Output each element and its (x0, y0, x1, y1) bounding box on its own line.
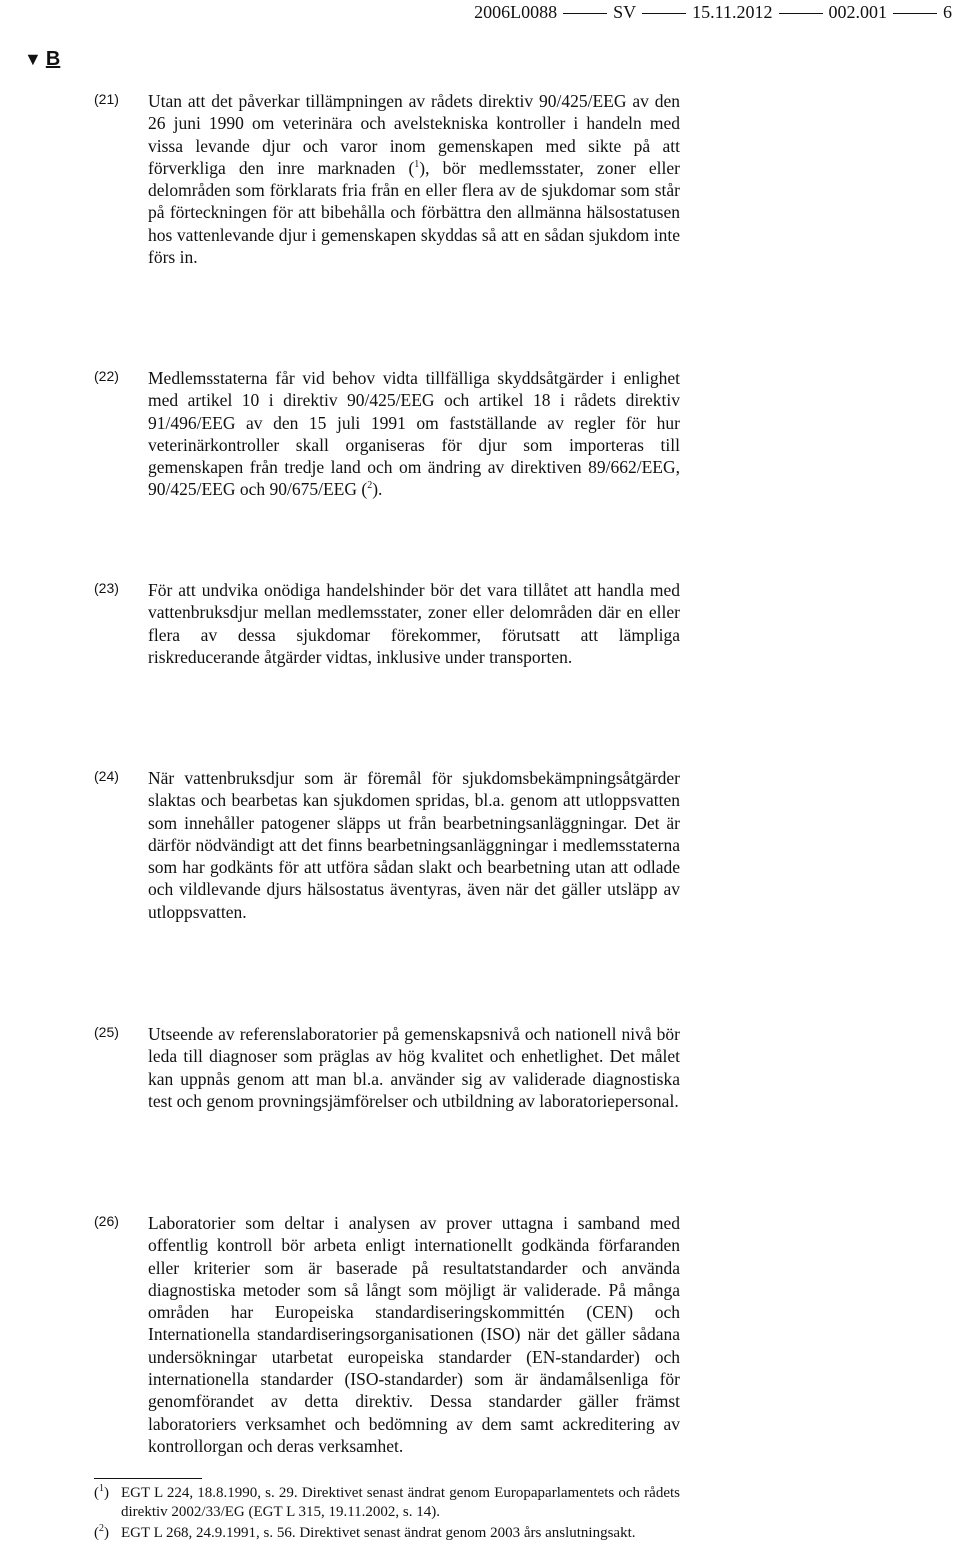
footnote-1 (94, 1484, 680, 1522)
page-number: 6 (943, 2, 952, 22)
recital-number: (24) (94, 768, 119, 784)
recital-text: Laboratorier som deltar i analysen av prover uttagna i samband med offentlig kontroll bör arbeta enligt internationellt godkända förfaranden eller kriterier som är baserade på resultatstandarder och använda diagnostiska metoder som så långt som möjligt är validerade. På många områden har Europeiska standardiseringskommittén (CEN) och Internationella standardiseringsorganisationen (ISO) när det gäller sådana undersökningar utarbetat europeiska standarder (EN-standarder) och internationella standarder (ISO-standarder) som är ändamålsenliga för genomförandet av detta direktiv. Dessa standarder gäller främst laboratoriers verksamhet och bedömning av dem samt ackreditering av kontrollorgan och deras verksamhet. (148, 1213, 680, 1456)
recital-number: (21) (94, 91, 119, 107)
header-separator (779, 13, 823, 14)
amendment-marker (24, 46, 60, 72)
recital-23 (94, 579, 680, 668)
recital-text: När vattenbruksdjur som är föremål för sjukdomsbekämpningsåtgärder slaktas och bearbetas kan sjukdomen spridas, bl.a. genom att utloppsvatten som innehåller patogener släpps ut från bearbetningsanläggningar. Det är därför nödvändigt att det finns bearbetningsanläggningar i medlemsstaterna som har godkänts för att utföra sådan slakt och bearbetning utan att odlade och vildlevande djurs hälsostatus äventyras, även när det gäller utsläpp av utloppsvatten. (148, 768, 680, 922)
recital-text: Utseende av referenslaboratorier på gemenskapsnivå och nationell nivå bör leda till diagnoser som präglas av hög kvalitet och enhetlighet. Det målet kan uppnås genom att man bl.a. använder sig av validerade diagnostiska test och genom provningsjämförelser och utbildning av laboratoriepersonal. (148, 1024, 680, 1111)
consolidation-date: 15.11.2012 (692, 2, 773, 22)
footnote-text: EGT L 224, 18.8.1990, s. 29. Direktivet senast ändrat genom Europaparlamentets och rådets direktiv 2002/33/EG (EGT L 315, 19.11.2002, s. 14). (121, 1485, 680, 1520)
recital-number: (26) (94, 1213, 119, 1229)
triangle-down-icon: ▼ (24, 49, 42, 69)
footnote-text: EGT L 268, 24.9.1991, s. 56. Direktivet senast ändrat genom 2003 års anslutningsakt. (121, 1525, 636, 1541)
footnote-ref: 1 (414, 159, 420, 171)
footnote-number: ($^2$) (94, 1523, 109, 1541)
document-id: 2006L0088 (474, 2, 558, 22)
recital-25 (94, 1023, 680, 1112)
recital-text: Medlemsstaterna får vid behov vidta tillfälliga skyddsåtgärder i enlighet med artikel 10 i direktiv 90/425/EEG och artikel 18 i rådets direktiv 91/496/EEG av den 15 juli 1991 om fastställande av regler för hur veterinärkontroller skall organiseras för djur som importeras till gemenskapen från tredje land och om ändring av direktiven 89/662/EEG, 90/425/EEG och 90/675/EEG ($^2$). (148, 368, 680, 500)
recital-number: (25) (94, 1024, 119, 1040)
recital-24 (94, 767, 680, 923)
recital-number: (22) (94, 368, 119, 384)
header-separator (563, 13, 607, 14)
amendment-marker-letter: B (45, 48, 61, 70)
header-separator (642, 13, 686, 14)
recital-text: Utan att det påverkar tillämpningen av rådets direktiv 90/425/EEG av den 26 juni 1990 om veterinära och avelstekniska kontroller i handeln med vissa levande djur och varor inom gemenskapen med sikte på att förverkliga den inre marknaden ($^1$), bör medlemsstater, zoner eller delområden som förklarats fria från en eller flera av de sjukdomar som står på förteckningen för att bibehålla och förbättra den allmänna hälsostatusen hos vattenlevande djur i gemenskapen skyddas så att en sådan sjukdom inte förs in. (148, 91, 680, 268)
recital-21 (94, 90, 680, 268)
page-header (474, 0, 952, 24)
recital-number: (23) (94, 580, 119, 596)
recital-text: För att undvika onödiga handelshinder bör det vara tillåtet att handla med vattenbruksdjur mellan medlemsstater, zoner eller delområden där en eller flera av dessa sjukdomar förekommer, förutsatt att lämpliga riskreducerande åtgärder vidtas, inklusive under transporten. (148, 580, 680, 667)
header-separator (893, 13, 937, 14)
footnote-ref: 2 (367, 480, 373, 492)
recital-22 (94, 367, 680, 501)
language-code: SV (613, 2, 637, 22)
footnote-number: ($^1$) (94, 1483, 109, 1501)
recital-26 (94, 1212, 680, 1457)
footnote-2 (94, 1524, 680, 1543)
footnote-separator (94, 1478, 202, 1479)
version-number: 002.001 (828, 2, 887, 22)
